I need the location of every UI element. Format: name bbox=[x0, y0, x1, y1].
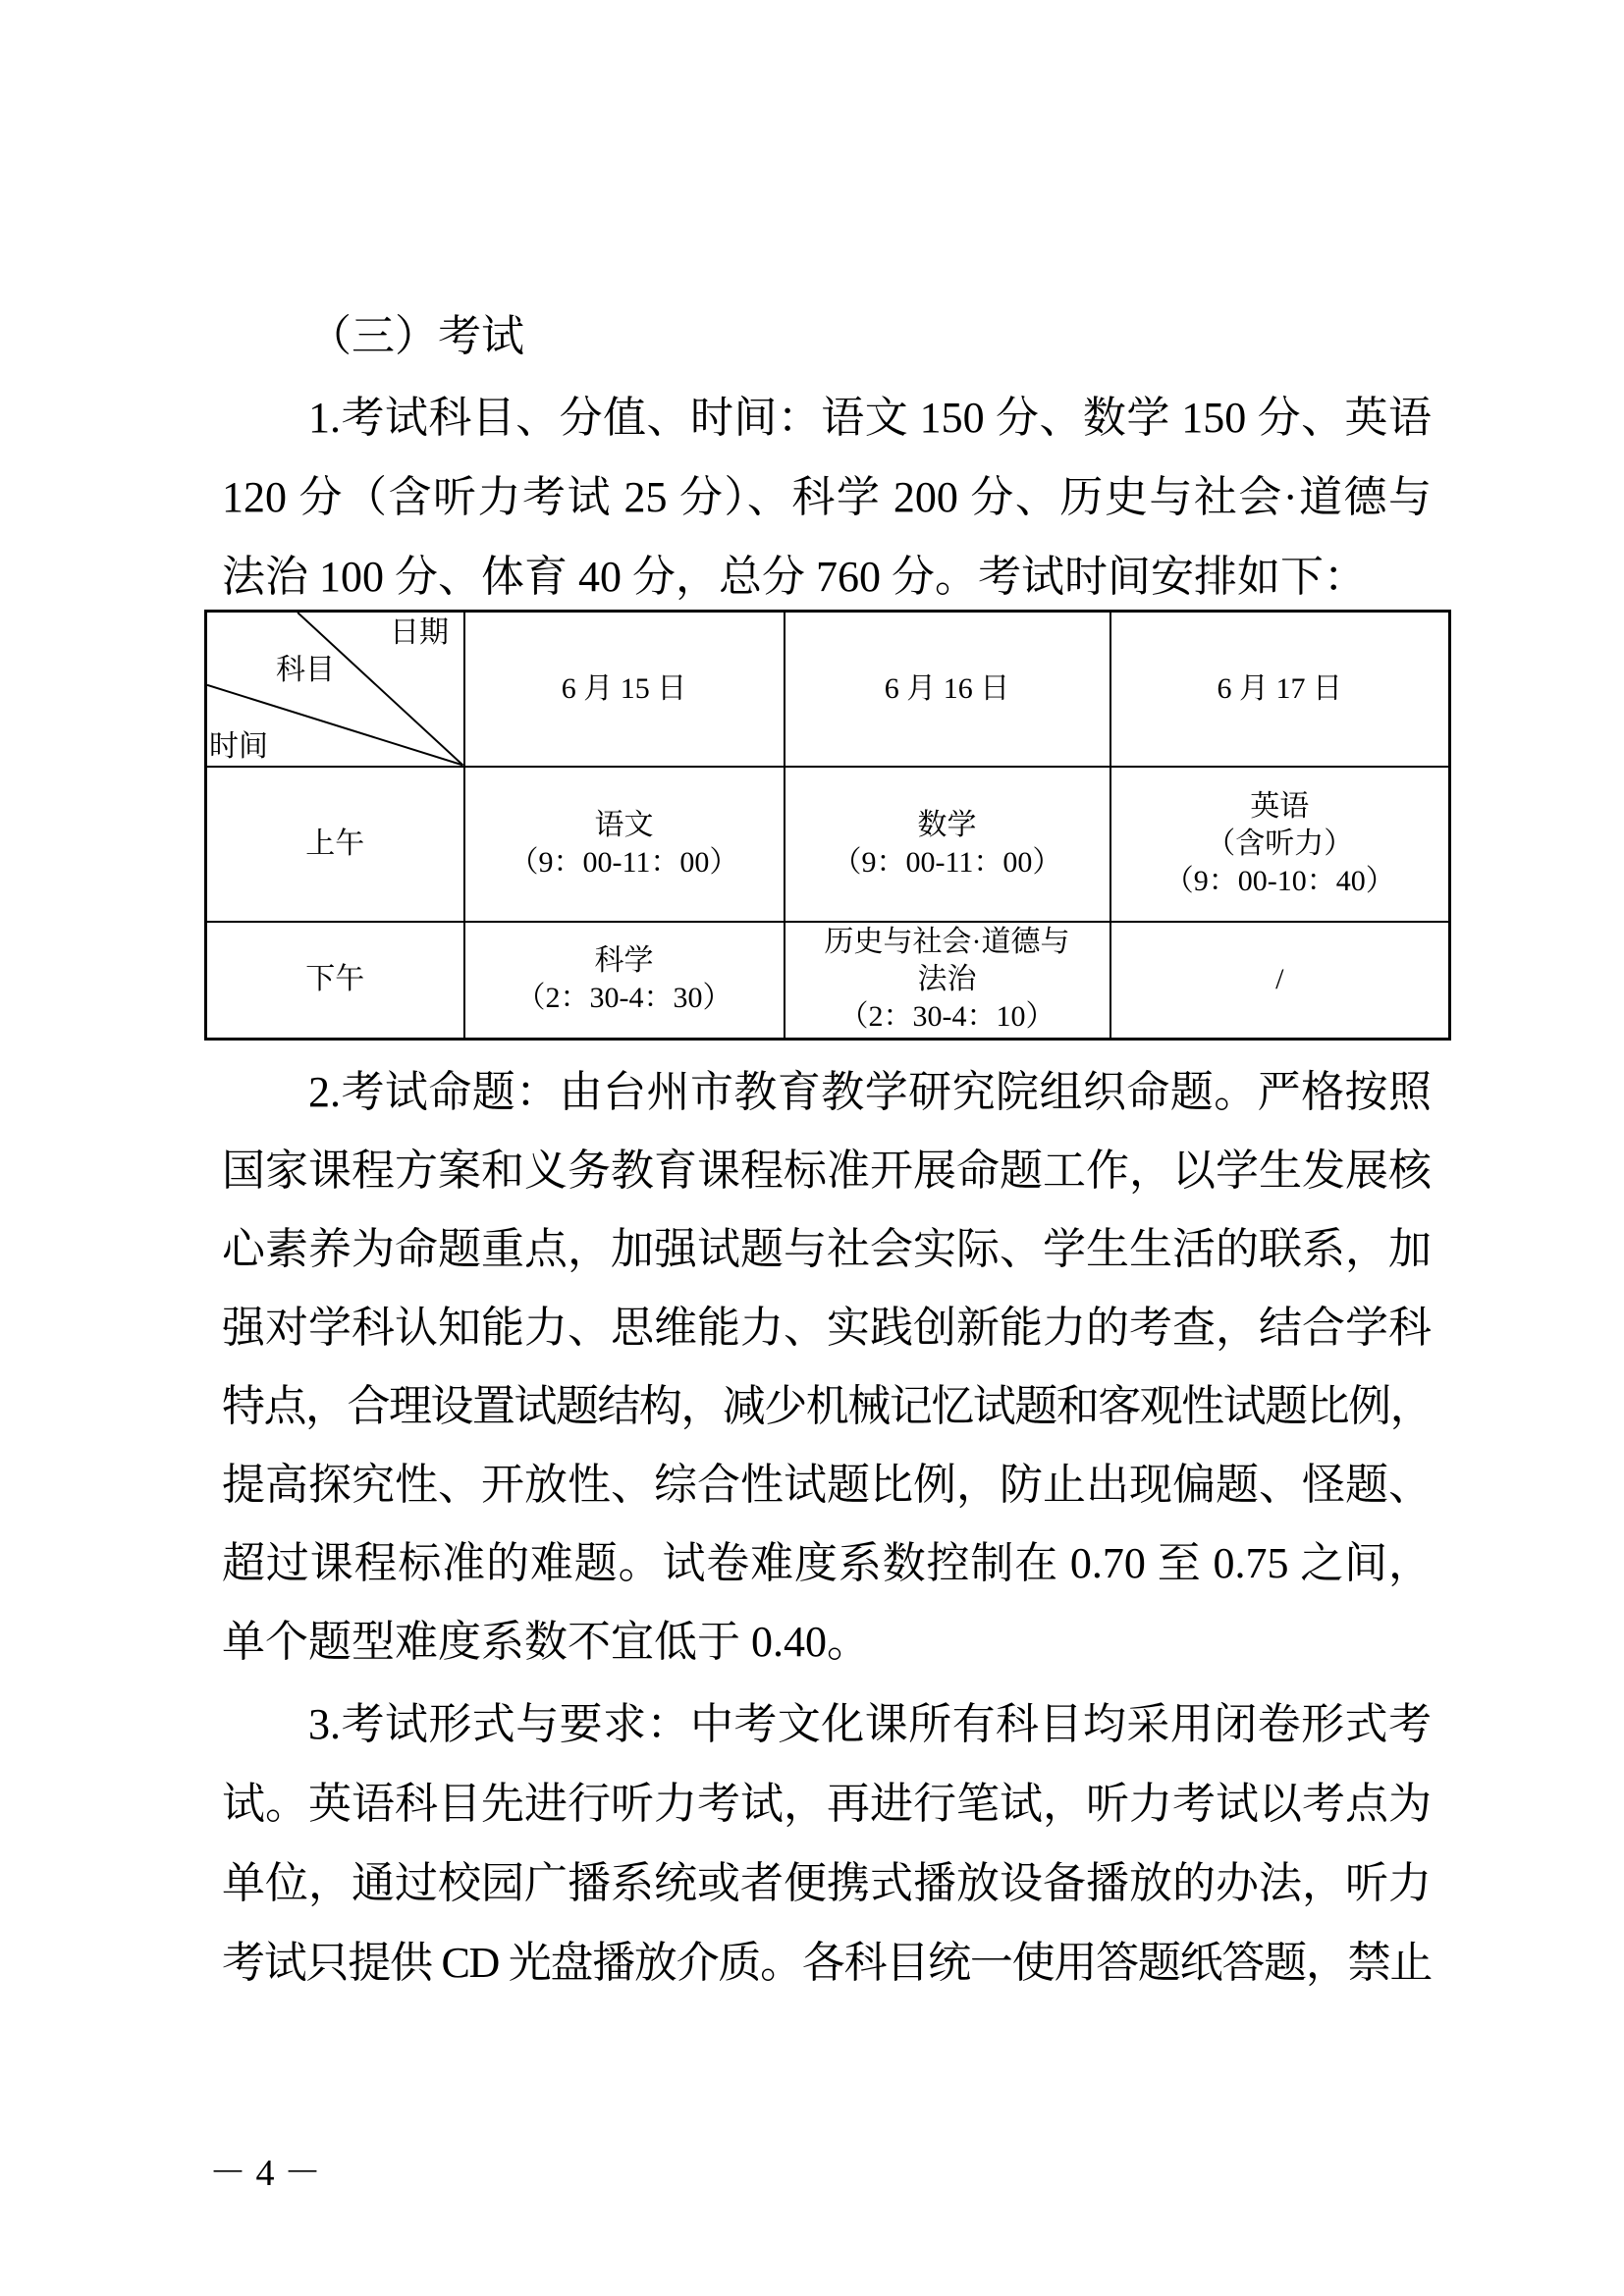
exam-cell bbox=[1110, 767, 1450, 922]
corner-label-date: 日期 bbox=[390, 616, 449, 649]
paragraph-line: 提高探究性、开放性、综合性试题比例，防止出现偏题、怪题、 bbox=[222, 1461, 1432, 1509]
paragraph-line: 强对学科认知能力、思维能力、实践创新能力的考查，结合学科 bbox=[222, 1304, 1432, 1352]
paragraph-line: 单个题型难度系数不宜低于 0.40。 bbox=[222, 1618, 870, 1666]
section-heading: （三）考试 bbox=[308, 312, 524, 360]
empty-slot-mark: / bbox=[1275, 963, 1284, 996]
paragraph-line: 单位，通过校园广播系统或者便携式播放设备播放的办法，听力 bbox=[222, 1859, 1432, 1907]
paragraph-line: 国家课程方案和义务教育课程标准开展命题工作，以学生发展核 bbox=[222, 1147, 1432, 1195]
exam-cell bbox=[464, 767, 785, 922]
paragraph-line: 3.考试形式与要求：中考文化课所有科目均采用闭卷形式考 bbox=[308, 1700, 1432, 1748]
table-header-row bbox=[206, 612, 1450, 767]
paragraph-line: 特点，合理设置试题结构，减少机械记忆试题和客观性试题比例， bbox=[222, 1382, 1432, 1430]
subject-name: 数学 bbox=[917, 808, 977, 841]
date-header-cell bbox=[1110, 612, 1450, 767]
exam-cell bbox=[785, 767, 1110, 922]
subject-name: 科学 bbox=[594, 944, 654, 978]
schedule-grid bbox=[204, 610, 1451, 1041]
subject-name-continued: 法治 bbox=[917, 963, 977, 996]
corner-label-time: 时间 bbox=[209, 730, 268, 763]
exam-time: （9：00-10：40） bbox=[1164, 864, 1395, 897]
paragraph-line: 试。英语科目先进行听力考试，再进行笔试，听力考试以考点为 bbox=[222, 1780, 1432, 1828]
paragraph-line: 法治 100 分、体育 40 分，总分 760 分。考试时间安排如下： bbox=[222, 553, 1367, 601]
paragraph-line: 1.考试科目、分值、时间：语文 150 分、数学 150 分、英语 bbox=[308, 394, 1432, 442]
date-label: 6 月 16 日 bbox=[884, 671, 1010, 705]
corner-label-subject: 科目 bbox=[276, 654, 335, 686]
exam-time: （9：00-11：00） bbox=[832, 845, 1062, 879]
paragraph-line: 考试只提供 CD 光盘播放介质。各科目统一使用答题纸答题，禁止 bbox=[222, 1939, 1432, 1987]
corner-header-cell bbox=[206, 612, 464, 767]
period-label: 上午 bbox=[305, 827, 365, 860]
subject-name: 历史与社会·道德与 bbox=[824, 926, 1070, 959]
exam-cell-empty bbox=[1110, 922, 1450, 1040]
subject-note: （含听力） bbox=[1206, 827, 1354, 860]
exam-cell bbox=[464, 922, 785, 1040]
paragraph-line: 2.考试命题：由台州市教育教学研究院组织命题。严格按照 bbox=[308, 1068, 1432, 1116]
period-cell bbox=[206, 767, 464, 922]
table-row-morning bbox=[206, 767, 1450, 922]
subject-name: 语文 bbox=[594, 808, 654, 841]
paragraph-line: 超过课程标准的难题。试卷难度系数控制在 0.70 至 0.75 之间， bbox=[222, 1539, 1432, 1587]
paragraph-line: 心素养为命题重点，加强试题与社会实际、学生生活的联系，加 bbox=[222, 1225, 1432, 1273]
table-row-afternoon bbox=[206, 922, 1450, 1040]
date-header-cell bbox=[464, 612, 785, 767]
exam-schedule-table bbox=[204, 610, 1448, 1038]
period-label: 下午 bbox=[305, 963, 365, 996]
period-cell bbox=[206, 922, 464, 1040]
date-label: 6 月 17 日 bbox=[1217, 671, 1342, 705]
paragraph-line: 120 分（含听力考试 25 分）、科学 200 分、历史与社会·道德与 bbox=[222, 473, 1432, 521]
exam-time: （9：00-11：00） bbox=[509, 845, 739, 879]
subject-name: 英语 bbox=[1250, 789, 1310, 823]
date-header-cell bbox=[785, 612, 1110, 767]
exam-time: （2：30-4：10） bbox=[839, 1000, 1056, 1034]
exam-cell bbox=[785, 922, 1110, 1040]
exam-time: （2：30-4：30） bbox=[515, 982, 732, 1015]
date-label: 6 月 15 日 bbox=[561, 671, 687, 705]
page-number: － 4 － bbox=[209, 2153, 322, 2194]
